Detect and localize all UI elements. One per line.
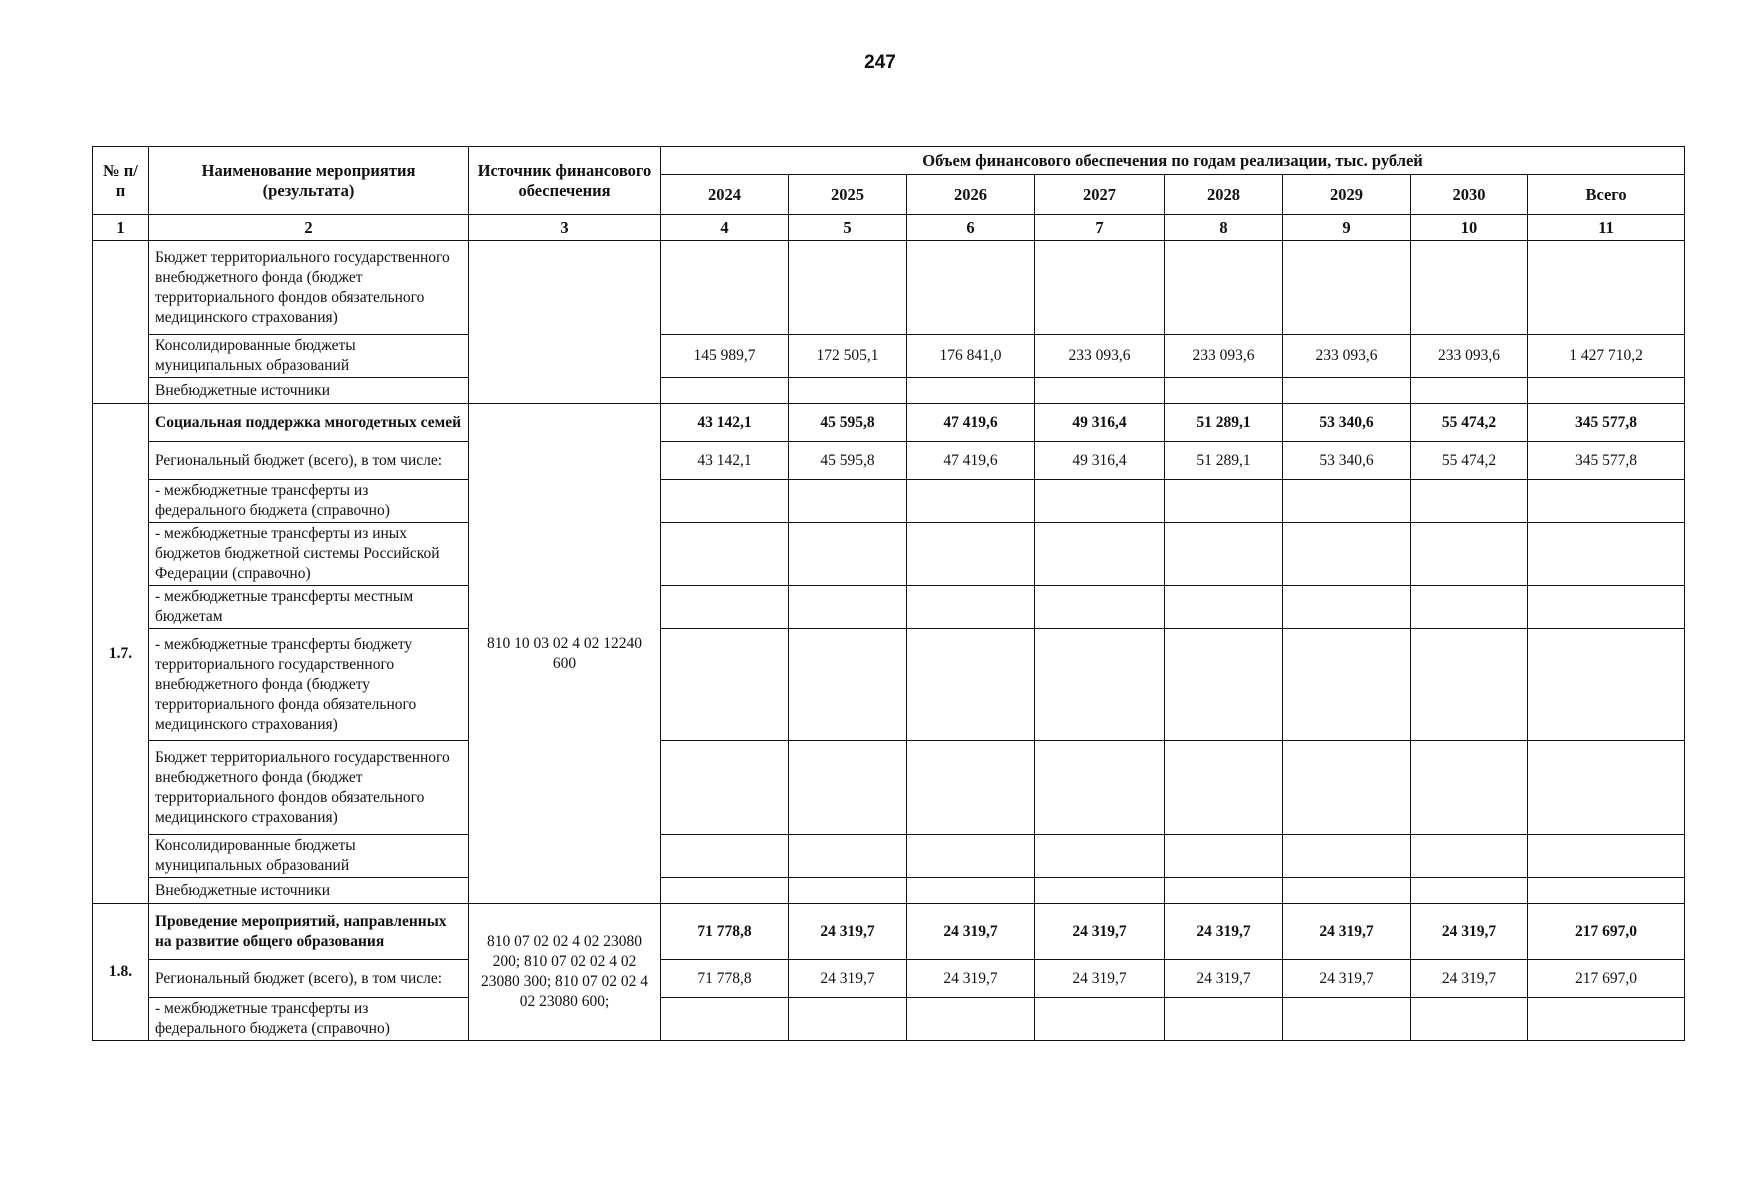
value-cell <box>1035 480 1165 523</box>
row-name: Региональный бюджет (всего), в том числе: <box>149 442 469 480</box>
table-row <box>93 741 1685 835</box>
value-cell <box>907 480 1035 523</box>
value-cell <box>661 378 789 404</box>
value-cell: 24 319,7 <box>1035 904 1165 960</box>
table-row <box>93 378 1685 404</box>
value-cell: 24 319,7 <box>907 960 1035 998</box>
value-cell <box>661 878 789 904</box>
value-cell: 55 474,2 <box>1411 404 1528 442</box>
table-row <box>93 523 1685 586</box>
value-cell <box>1528 523 1685 586</box>
header-index-7: 8 <box>1165 215 1283 241</box>
value-cell: 24 319,7 <box>1283 960 1411 998</box>
value-cell: 217 697,0 <box>1528 960 1685 998</box>
value-cell: 24 319,7 <box>789 960 907 998</box>
row-name: Консолидированные бюджеты муниципальных образований <box>149 335 469 378</box>
header-index-10: 11 <box>1528 215 1685 241</box>
header-year-7: Всего <box>1528 175 1685 215</box>
row-name: - межбюджетные трансферты из иных бюджетов бюджетной системы Российской Федерации (справочно) <box>149 523 469 586</box>
value-cell <box>1165 629 1283 741</box>
value-cell <box>907 741 1035 835</box>
section-number <box>93 241 149 404</box>
value-cell <box>907 241 1035 335</box>
table-row <box>93 241 1685 335</box>
value-cell <box>907 523 1035 586</box>
value-cell: 233 093,6 <box>1411 335 1528 378</box>
value-cell <box>661 629 789 741</box>
section-number: 1.7. <box>93 404 149 904</box>
value-cell: 233 093,6 <box>1283 335 1411 378</box>
value-cell <box>1528 480 1685 523</box>
row-name: Внебюджетные источники <box>149 878 469 904</box>
value-cell: 24 319,7 <box>1165 904 1283 960</box>
value-cell: 47 419,6 <box>907 404 1035 442</box>
table-row <box>93 835 1685 878</box>
value-cell <box>907 378 1035 404</box>
row-name: - межбюджетные трансферты из федерального бюджета (справочно) <box>149 998 469 1041</box>
value-cell <box>1165 378 1283 404</box>
value-cell <box>907 878 1035 904</box>
row-name: - межбюджетные трансферты бюджету территориального государственного внебюджетного фонда (бюджету территориального фонда обязательного медицинского страхования) <box>149 629 469 741</box>
header-num: № п/п <box>93 147 149 215</box>
row-name: Проведение мероприятий, направленных на развитие общего образования <box>149 904 469 960</box>
value-cell: 172 505,1 <box>789 335 907 378</box>
value-cell <box>1283 835 1411 878</box>
value-cell <box>1528 835 1685 878</box>
header-index-4: 5 <box>789 215 907 241</box>
value-cell <box>1283 629 1411 741</box>
value-cell: 51 289,1 <box>1165 404 1283 442</box>
value-cell: 345 577,8 <box>1528 442 1685 480</box>
header-year-0: 2024 <box>661 175 789 215</box>
value-cell <box>1165 878 1283 904</box>
header-index-0: 1 <box>93 215 149 241</box>
row-name: Региональный бюджет (всего), в том числе: <box>149 960 469 998</box>
value-cell: 71 778,8 <box>661 904 789 960</box>
value-cell <box>1035 998 1165 1041</box>
value-cell <box>1528 241 1685 335</box>
table-body <box>93 241 1685 1041</box>
value-cell <box>1283 586 1411 629</box>
row-name: - межбюджетные трансферты местным бюджетам <box>149 586 469 629</box>
source-code: 810 10 03 02 4 02 12240 600 <box>469 404 661 904</box>
value-cell: 55 474,2 <box>1411 442 1528 480</box>
value-cell: 47 419,6 <box>907 442 1035 480</box>
header-index-2: 3 <box>469 215 661 241</box>
value-cell <box>907 629 1035 741</box>
value-cell: 24 319,7 <box>1283 904 1411 960</box>
value-cell <box>1528 741 1685 835</box>
table-row <box>93 904 1685 960</box>
value-cell: 233 093,6 <box>1035 335 1165 378</box>
value-cell <box>1283 998 1411 1041</box>
value-cell <box>1411 378 1528 404</box>
value-cell <box>1035 241 1165 335</box>
value-cell <box>1165 835 1283 878</box>
value-cell <box>1283 480 1411 523</box>
value-cell <box>1165 998 1283 1041</box>
section-number: 1.8. <box>93 904 149 1041</box>
value-cell: 24 319,7 <box>1035 960 1165 998</box>
value-cell: 176 841,0 <box>907 335 1035 378</box>
page-number: 247 <box>864 52 896 73</box>
table-row <box>93 998 1685 1041</box>
header-index-row <box>93 215 1685 241</box>
header-year-5: 2029 <box>1283 175 1411 215</box>
value-cell <box>1411 241 1528 335</box>
row-name: Внебюджетные источники <box>149 378 469 404</box>
value-cell <box>1528 378 1685 404</box>
value-cell <box>661 998 789 1041</box>
value-cell <box>661 241 789 335</box>
financing-table <box>92 146 1685 1041</box>
source-code <box>469 241 661 404</box>
value-cell <box>1528 629 1685 741</box>
value-cell <box>1165 586 1283 629</box>
table-row <box>93 404 1685 442</box>
value-cell <box>1411 998 1528 1041</box>
value-cell: 45 595,8 <box>789 442 907 480</box>
value-cell: 24 319,7 <box>1411 960 1528 998</box>
value-cell <box>1035 878 1165 904</box>
header-volume: Объем финансового обеспечения по годам реализации, тыс. рублей <box>661 147 1685 175</box>
source-code: 810 07 02 02 4 02 23080 200; 810 07 02 02 4 02 23080 300; 810 07 02 02 4 02 23080 600; <box>469 904 661 1041</box>
value-cell <box>661 480 789 523</box>
value-cell <box>661 741 789 835</box>
value-cell: 71 778,8 <box>661 960 789 998</box>
header-index-5: 6 <box>907 215 1035 241</box>
value-cell <box>1035 629 1165 741</box>
row-name: Бюджет территориального государственного внебюджетного фонда (бюджет территориального фондов обязательного медицинского страхования) <box>149 241 469 335</box>
header-index-3: 4 <box>661 215 789 241</box>
value-cell: 53 340,6 <box>1283 442 1411 480</box>
table-row <box>93 629 1685 741</box>
value-cell <box>1283 241 1411 335</box>
value-cell <box>789 878 907 904</box>
value-cell <box>789 480 907 523</box>
header-index-9: 10 <box>1411 215 1528 241</box>
value-cell: 217 697,0 <box>1528 904 1685 960</box>
value-cell <box>1411 629 1528 741</box>
value-cell: 24 319,7 <box>1165 960 1283 998</box>
value-cell: 51 289,1 <box>1165 442 1283 480</box>
value-cell <box>1283 378 1411 404</box>
header-name: Наименование мероприятия (результата) <box>149 147 469 215</box>
value-cell: 45 595,8 <box>789 404 907 442</box>
value-cell <box>1411 878 1528 904</box>
value-cell: 1 427 710,2 <box>1528 335 1685 378</box>
value-cell <box>789 523 907 586</box>
header-year-2: 2026 <box>907 175 1035 215</box>
row-name: Консолидированные бюджеты муниципальных образований <box>149 835 469 878</box>
value-cell <box>1165 523 1283 586</box>
table-row <box>93 960 1685 998</box>
value-cell: 43 142,1 <box>661 442 789 480</box>
value-cell <box>1165 741 1283 835</box>
value-cell <box>1283 523 1411 586</box>
value-cell: 43 142,1 <box>661 404 789 442</box>
value-cell: 24 319,7 <box>1411 904 1528 960</box>
row-name: Бюджет территориального государственного внебюджетного фонда (бюджет территориального фондов обязательного медицинского страхования) <box>149 741 469 835</box>
row-name: Социальная поддержка многодетных семей <box>149 404 469 442</box>
table-header <box>93 147 1685 241</box>
value-cell <box>661 835 789 878</box>
value-cell <box>1165 241 1283 335</box>
value-cell <box>1411 741 1528 835</box>
value-cell <box>661 523 789 586</box>
value-cell <box>1283 878 1411 904</box>
value-cell <box>1528 998 1685 1041</box>
value-cell <box>789 741 907 835</box>
value-cell <box>1528 586 1685 629</box>
value-cell: 233 093,6 <box>1165 335 1283 378</box>
value-cell <box>1035 378 1165 404</box>
value-cell <box>661 586 789 629</box>
value-cell <box>789 586 907 629</box>
value-cell: 345 577,8 <box>1528 404 1685 442</box>
value-cell <box>1035 523 1165 586</box>
value-cell <box>789 629 907 741</box>
value-cell: 145 989,7 <box>661 335 789 378</box>
value-cell <box>1411 523 1528 586</box>
value-cell <box>1411 586 1528 629</box>
value-cell: 49 316,4 <box>1035 442 1165 480</box>
value-cell <box>1035 741 1165 835</box>
row-name: - межбюджетные трансферты из федерального бюджета (справочно) <box>149 480 469 523</box>
value-cell: 49 316,4 <box>1035 404 1165 442</box>
header-year-1: 2025 <box>789 175 907 215</box>
value-cell <box>789 835 907 878</box>
value-cell: 24 319,7 <box>907 904 1035 960</box>
value-cell <box>907 998 1035 1041</box>
value-cell <box>907 835 1035 878</box>
value-cell: 53 340,6 <box>1283 404 1411 442</box>
table-row <box>93 480 1685 523</box>
header-index-6: 7 <box>1035 215 1165 241</box>
table-row <box>93 586 1685 629</box>
value-cell: 24 319,7 <box>789 904 907 960</box>
value-cell <box>907 586 1035 629</box>
table-row <box>93 442 1685 480</box>
header-source: Источник финансового обеспечения <box>469 147 661 215</box>
header-year-4: 2028 <box>1165 175 1283 215</box>
header-index-1: 2 <box>149 215 469 241</box>
value-cell <box>789 378 907 404</box>
value-cell <box>1035 835 1165 878</box>
header-year-6: 2030 <box>1411 175 1528 215</box>
table-row <box>93 335 1685 378</box>
value-cell <box>789 241 907 335</box>
value-cell <box>1528 878 1685 904</box>
value-cell <box>1165 480 1283 523</box>
value-cell <box>1283 741 1411 835</box>
value-cell <box>1035 586 1165 629</box>
header-year-3: 2027 <box>1035 175 1165 215</box>
table-row <box>93 878 1685 904</box>
header-index-8: 9 <box>1283 215 1411 241</box>
value-cell <box>1411 835 1528 878</box>
value-cell <box>789 998 907 1041</box>
value-cell <box>1411 480 1528 523</box>
